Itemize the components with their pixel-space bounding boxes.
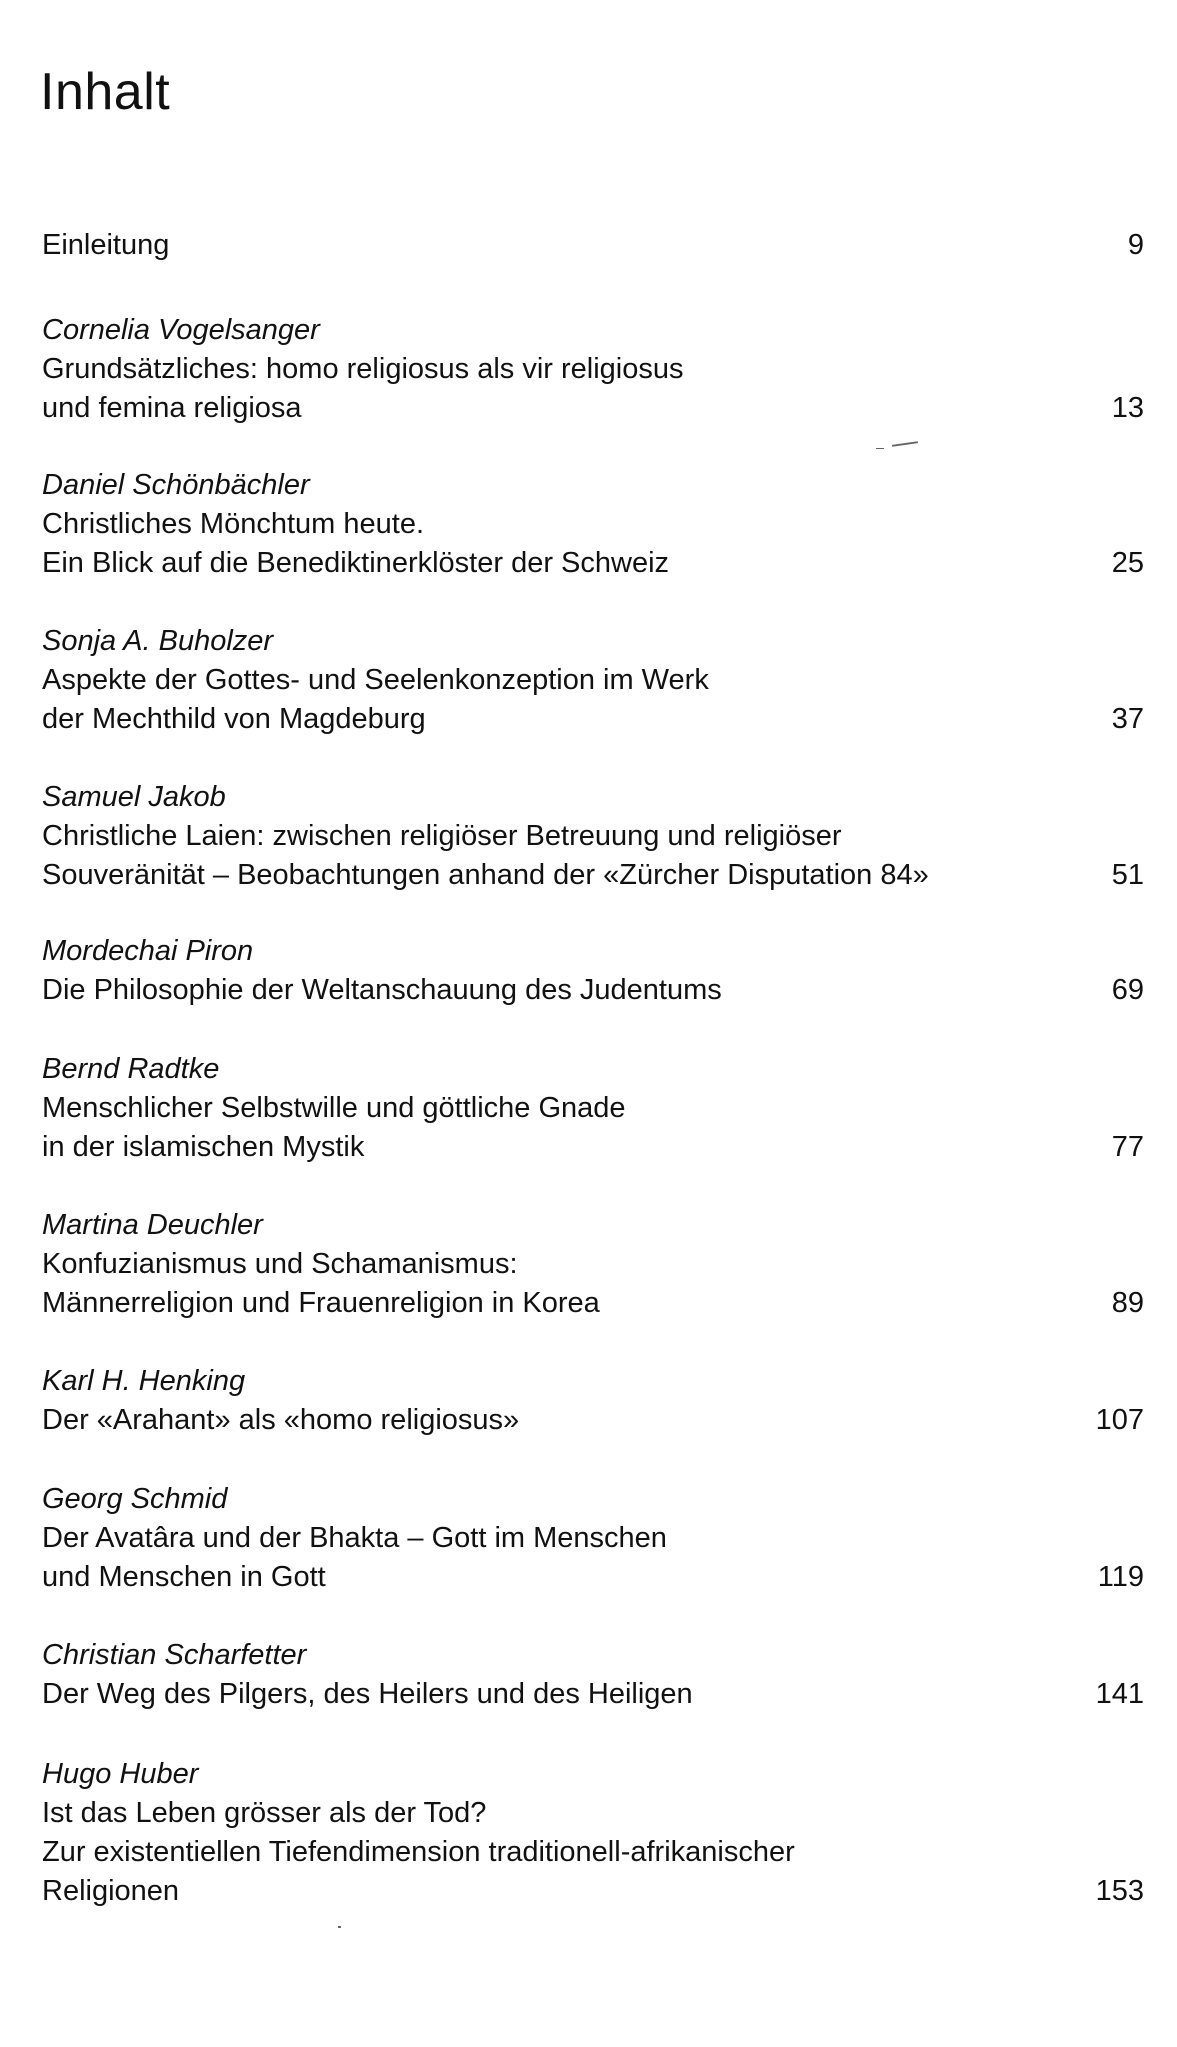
toc-author: Christian Scharfetter — [42, 1639, 307, 1671]
toc-title-text: Konfuzianismus und Schamanismus: — [42, 1248, 518, 1280]
scan-mark — [876, 448, 884, 449]
toc-title-line — [42, 971, 1144, 1010]
toc-title-line — [42, 661, 1144, 700]
toc-title-line — [42, 226, 1144, 265]
toc-title-line — [42, 389, 1144, 428]
toc-page-number: 37 — [1111, 703, 1144, 735]
toc-entry — [42, 1362, 1144, 1440]
toc-entry — [42, 932, 1144, 1010]
toc-title-line — [42, 1833, 1144, 1872]
scan-mark — [892, 441, 918, 447]
toc-title-text: Christliches Mönchtum heute. — [42, 508, 424, 540]
toc-page-number: 153 — [1095, 1875, 1144, 1907]
toc-title-text: Männerreligion und Frauenreligion in Korea — [42, 1287, 600, 1319]
toc-title-text: Aspekte der Gottes- und Seelenkonzeption im Werk — [42, 664, 709, 696]
toc-title-line — [42, 1089, 1144, 1128]
toc-title-text: Christliche Laien: zwischen religiöser Betreuung und religiöser — [42, 820, 842, 852]
toc-title-text: Der Weg des Pilgers, des Heilers und des Heiligen — [42, 1678, 693, 1710]
toc-author: Daniel Schönbächler — [42, 469, 310, 501]
toc-title-text: Grundsätzliches: homo religiosus als vir religiosus — [42, 353, 684, 385]
toc-title-line — [42, 350, 1144, 389]
toc-page-number: 89 — [1111, 1287, 1144, 1319]
toc-entry — [42, 1050, 1144, 1167]
toc-page-number: 25 — [1111, 547, 1144, 579]
toc-entry — [42, 1636, 1144, 1714]
toc-title-text: und Menschen in Gott — [42, 1561, 326, 1593]
toc-title-line — [42, 1675, 1144, 1714]
toc-title-text: Der Avatâra und der Bhakta – Gott im Menschen — [42, 1522, 667, 1554]
toc-author: Sonja A. Buholzer — [42, 625, 274, 657]
toc-entry — [42, 1480, 1144, 1597]
toc-title-line — [42, 505, 1144, 544]
toc-title-line — [42, 1872, 1144, 1911]
toc-author: Martina Deuchler — [42, 1209, 263, 1241]
toc-title-text: Menschlicher Selbstwille und göttliche Gnade — [42, 1092, 626, 1124]
toc-entry — [42, 311, 1144, 428]
toc-author: Hugo Huber — [42, 1758, 199, 1790]
toc-title-line — [42, 1284, 1144, 1323]
toc-author: Karl H. Henking — [42, 1365, 246, 1397]
toc-title-text: Der «Arahant» als «homo religiosus» — [42, 1404, 520, 1436]
scan-mark — [338, 1926, 341, 1928]
toc-page-number: 69 — [1111, 974, 1144, 1006]
toc-title-line — [42, 1558, 1144, 1597]
toc-title-text: Ein Blick auf die Benediktinerklöster der Schweiz — [42, 547, 670, 579]
toc-title-text: Die Philosophie der Weltanschauung des Judentums — [42, 974, 722, 1006]
toc-title-line — [42, 1245, 1144, 1284]
toc-title-line — [42, 1519, 1144, 1558]
toc-page-number: 9 — [1127, 229, 1144, 261]
toc-author: Cornelia Vogelsanger — [42, 314, 320, 346]
toc-entry — [42, 1206, 1144, 1323]
toc-author: Georg Schmid — [42, 1483, 228, 1515]
page-title: Inhalt — [40, 63, 171, 121]
toc-title-line — [42, 544, 1144, 583]
toc-title-text: Einleitung — [42, 229, 170, 261]
toc-title-line — [42, 1128, 1144, 1167]
toc-title-line — [42, 817, 1144, 856]
toc-title-line — [42, 856, 1144, 895]
toc-title-line — [42, 1794, 1144, 1833]
toc-entry — [42, 226, 1144, 265]
toc-page-number: 119 — [1097, 1561, 1144, 1593]
toc-page-number: 141 — [1095, 1678, 1144, 1710]
toc-title-text: Souveränität – Beobachtungen anhand der «Zürcher Disputation 84» — [42, 859, 929, 891]
toc-title-text: Zur existentiellen Tiefendimension traditionell-afrikanischer — [42, 1836, 795, 1868]
toc-title-text: Religionen — [42, 1875, 180, 1907]
toc-page-number: 77 — [1111, 1131, 1144, 1163]
toc-page-number: 13 — [1111, 392, 1144, 424]
toc-page-number: 51 — [1111, 859, 1144, 891]
toc-title-text: der Mechthild von Magdeburg — [42, 703, 426, 735]
toc-entry — [42, 1755, 1144, 1911]
toc-entry — [42, 466, 1144, 583]
toc-author: Bernd Radtke — [42, 1053, 220, 1085]
toc-title-line — [42, 1401, 1144, 1440]
toc-title-text: Ist das Leben grösser als der Tod? — [42, 1797, 487, 1829]
toc-entry — [42, 622, 1144, 739]
toc-author: Mordechai Piron — [42, 935, 254, 967]
toc-title-line — [42, 700, 1144, 739]
toc-page-number: 107 — [1095, 1404, 1144, 1436]
toc-title-text: und femina religiosa — [42, 392, 302, 424]
toc-author: Samuel Jakob — [42, 781, 226, 813]
toc-title-text: in der islamischen Mystik — [42, 1131, 365, 1163]
toc-entry — [42, 778, 1144, 895]
